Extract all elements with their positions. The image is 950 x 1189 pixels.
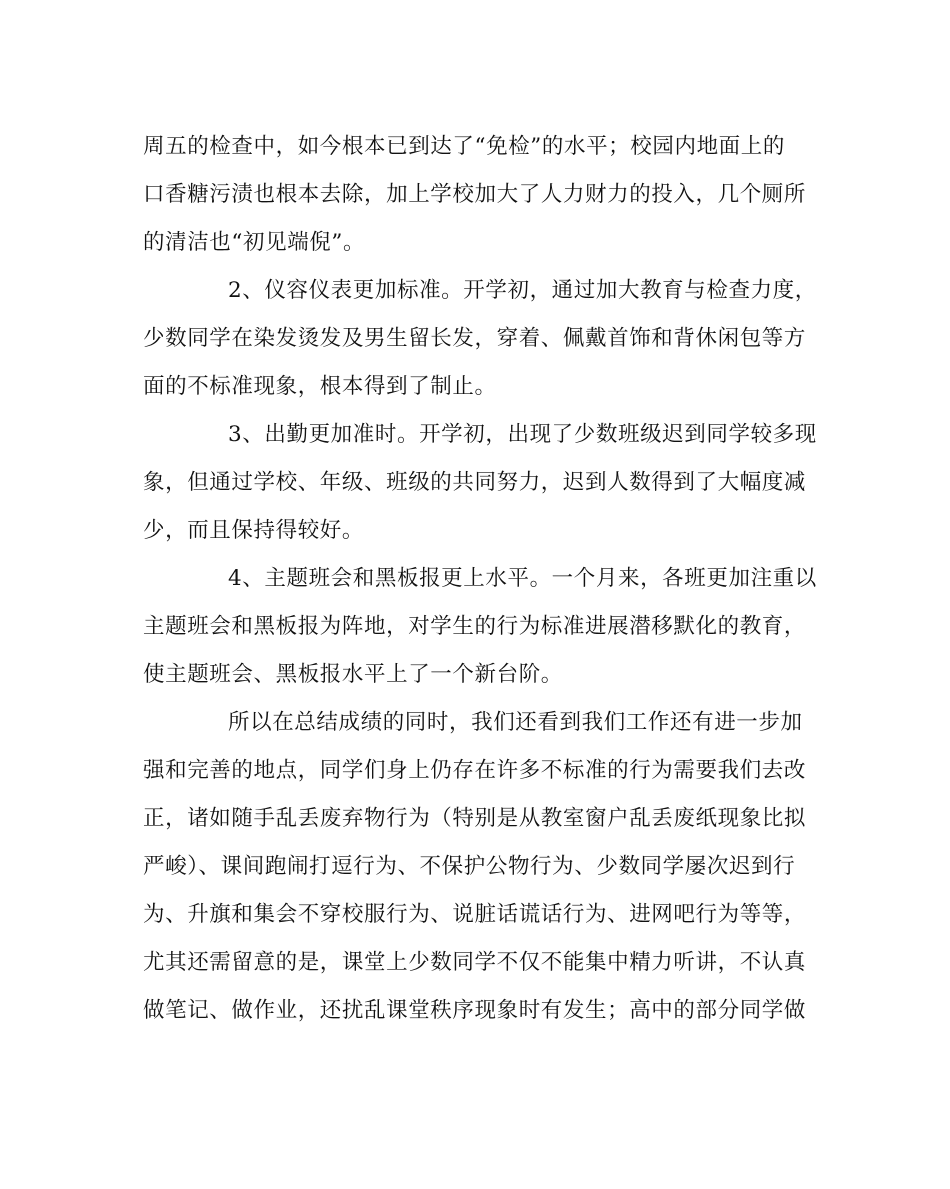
text-line: 做笔记、做作业，还扰乱课堂秩序现象时有发生；高中的部分同学做 <box>143 998 807 1023</box>
paragraph-start-line: 3、出勤更加准时。开学初，出现了少数班级迟到同学较多现 <box>228 422 817 447</box>
text-line: 少数同学在染发烫发及男生留长发，穿着、佩戴首饰和背休闲包等方 <box>143 326 807 351</box>
text-line: 主题班会和黑板报为阵地，对学生的行为标准进展潜移默化的教育， <box>143 614 807 639</box>
text-line: 严峻）、课间跑闹打逗行为、不保护公物行为、少数同学屡次迟到行 <box>143 854 796 879</box>
text-line: 象，但通过学校、年级、班级的共同努力，迟到人数得到了大幅度减 <box>143 470 807 495</box>
paragraph-start-line: 所以在总结成绩的同时，我们还看到我们工作还有进一步加 <box>228 710 803 735</box>
text-line: 的清洁也“初见端倪”。 <box>143 230 366 255</box>
text-line: 尤其还需留意的是，课堂上少数同学不仅不能集中精力听讲，不认真 <box>143 950 807 975</box>
text-line: 面的不标准现象，根本得到了制止。 <box>143 374 497 399</box>
paragraph-start-line: 2、仪容仪表更加标准。开学初，通过加大教育与检查力度， <box>228 278 817 303</box>
text-line: 周五的检查中，如今根本已到达了“免检”的水平；校园内地面上的 <box>143 134 785 159</box>
text-line: 口香糖污渍也根本去除，加上学校加大了人力财力的投入，几个厕所 <box>143 182 807 207</box>
text-line: 为、升旗和集会不穿校服行为、说脏话谎话行为、进网吧行为等等， <box>143 902 807 927</box>
text-line: 正，诸如随手乱丢废弃物行为（特别是从教室窗户乱丢废纸现象比拟 <box>143 806 807 831</box>
text-line: 少，而且保持得较好。 <box>143 518 365 543</box>
paragraph-start-line: 4、主题班会和黑板报更上水平。一个月来，各班更加注重以 <box>228 566 817 591</box>
text-line: 强和完善的地点，同学们身上仍存在许多不标准的行为需要我们去改 <box>143 758 807 783</box>
text-line: 使主题班会、黑板报水平上了一个新台阶。 <box>143 662 563 687</box>
